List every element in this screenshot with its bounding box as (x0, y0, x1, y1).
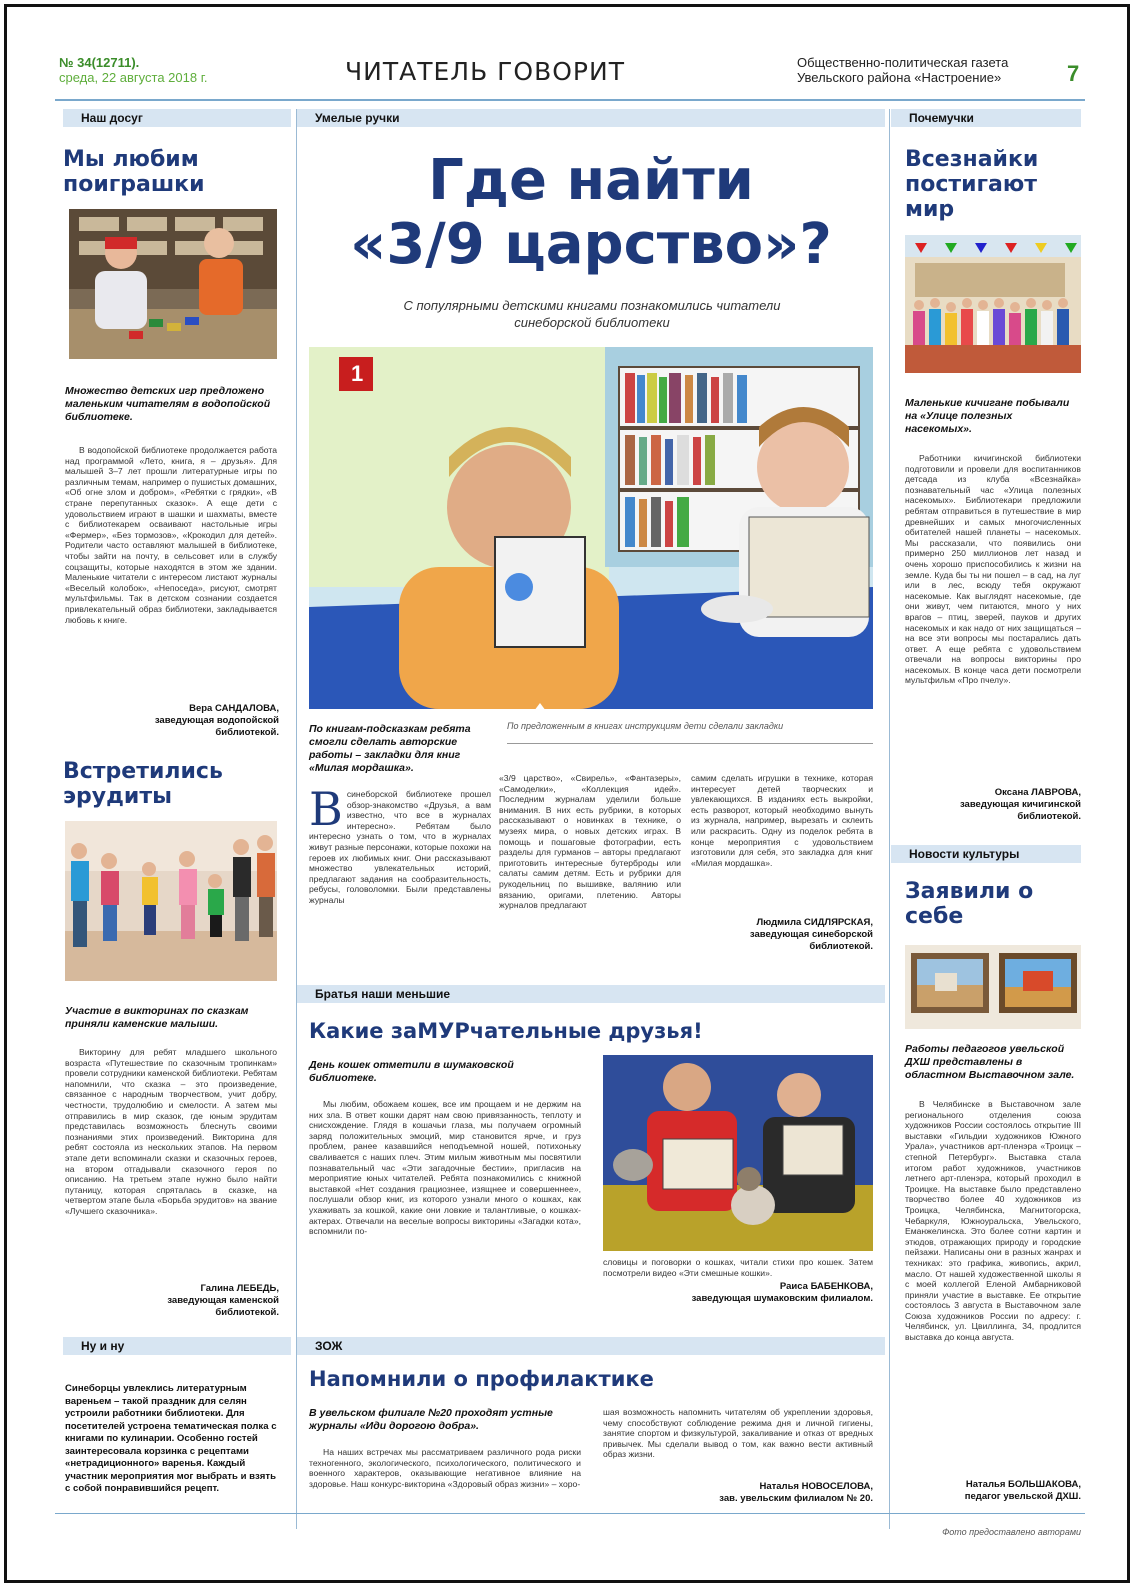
rubric-why: Почемучки (891, 109, 1081, 127)
article-title-knowalls: Всезнайки постигают мир (905, 147, 1039, 222)
article-body-declared (905, 1099, 1081, 1343)
article-text-toys: В водопойской библиотеке продолжается работа над программой «Лето, книга, я – друзья». Для малышей 3–7 лет прошли литературные игры по различным темам, например о пушистых домашних, «Об огне злом и добром», «Ребятки с грядки», «В стране перепутанных сказок». А еще дети с удовольствием играют в шашки и шахматы, вместе с библиотекарем осваивают настольные игры «Фермер», «Без тормозов», «Крокодил для детей». Родители часто оставляют малышей в библиотеке, чтобы зайти на почту, в сельсовет или в службу соцзащиты, которые находятся в этом же здании. Маленькие читатели с интересом листают журналы «Веселый колобок», «Непоседа», рисуют, смотрят мультфильмы. Так в детском сознании создается привлекательный образ библиотеки, закладывается любовь к книге. (65, 445, 277, 625)
author-main: Людмила СИДЛЯРСКАЯ, (756, 917, 873, 928)
paper-name (797, 55, 1008, 85)
signature-prevention (603, 1481, 873, 1505)
article-text-erudites: Викторину для ребят младшего школьного возраста «Путешествие по сказочным тропинкам» провели сотрудники каменской библиотеки. Ребятам напомнили, что сказка – это произведение, связанное с народным творчеством, учит добру, честности, трудолюбию и смелости. А затем мы отправились в мир сказок, где юным эрудитам представилась возможность блеснуть своими познаниями этих произведений. Викторина для ребят состояла из нескольких этапов. На первом этапе дети вспоминали сказки и сказочных героев, на втором отгадывали сказочного героя по описанию. На третьем этапе нужно было найти путаницу, которая спряталась в сказке, на четвертом этапе была «Борьба эрудитов» на звание «Лучшего сказочника». (65, 1047, 277, 1216)
photo-credit: Фото предоставлено авторами (942, 1527, 1081, 1537)
photo-caption: По предложенным в книгах инструкциям дети сделали закладки (507, 721, 784, 731)
article-text-knowalls: Работники кичигинской библиотеки подготовили и провели для воспитанников детсада из клуба «Всезнайка» познавательный час «Улица полезных насекомых». Библиотекари предложили ребятам отправиться в путешествие в мир древнейших и самых многочисленных обитателей нашей планеты – насекомых. Мы рассказали, что появились они примерно 250 миллионов лет назад и очень хорошо приспособились к жизни на земле. Куда бы ты ни пошел – в сад, на луг или в лес, всюду тебя окружают насекомые. Как выглядят насекомые, где они живут, чем питаются, много у них врагов – птиц, зверей, пауков и других насекомых и как надо от них защищаться – на все эти вопросы мы постарались дать ответ. А еще ребята с удовольствием отвечали на вопросы викторины про насекомых. В конце часа дети посмотрели мультфильм «Про пчелу». (905, 453, 1081, 686)
main-article-text1: синеборской библиотеке прошел обзор-знакомство «Друзья, а вам известно, что все в журналах интересно». Ребятам было интересно узнать о том, что в журналах живут разные персонажи, которые похожи на героев их любимых книг. Они рассказывают множество увлекательных историй, предлагают задания на сообразительность, ребусы, головоломки. Были представлены журналы (309, 789, 491, 905)
author-erudites: Галина ЛЕБЕДЬ, (200, 1283, 279, 1294)
footer-rule (55, 1513, 1085, 1514)
column-separator-right (889, 109, 890, 1529)
header-rule (55, 99, 1085, 101)
article-body-toys (65, 445, 277, 625)
rubric-zozh: ЗОЖ (297, 1337, 885, 1355)
author-declared: Наталья БОЛЬШАКОВА, (965, 1479, 1081, 1490)
article-title-prevention: Напомнили о профилактике (309, 1367, 654, 1391)
author-role-cats: заведующая шумаковским филиалом. (691, 1293, 873, 1304)
page-number: 7 (1067, 61, 1080, 86)
signature-knowalls (905, 787, 1081, 823)
author-toys: Вера САНДАЛОВА, (189, 703, 279, 714)
rubric-crafts: Умелые ручки (297, 109, 885, 127)
author-knowalls: Оксана ЛАВРОВА, (994, 787, 1081, 798)
dropcap: В (309, 782, 343, 836)
article-lead-cats: День кошек отметили в шумаковской библиотеке. (309, 1059, 514, 1084)
author-role-prevention: зав. увельским филиалом № 20. (719, 1493, 873, 1504)
signature-declared (905, 1479, 1081, 1503)
signature-main (691, 917, 873, 953)
article-text-declared: В Челябинске в Выставочном зале регионального отделения союза художников России состоялось открытие III выставки «Гильдии художников Южного Урала», участников арт-пленэра «Троицк – степной Петербург». Выставка стала итогом работ художников, участников летнего арт-пленэра, который проходил в Троицке. На выставке было представлено творчество более 40 художников из Троицка, Челябинска, Магнитогорска, Чебаркуля, Южноуральска, Увельского, Еманжелинска. Это более сотни картин и этюдов, отражающих природу и городские пейзажи. Написаны они в разных жанрах и техниках: это графика, живопись, акрил, масло. От нашей художественной школы я с моей коллегой Еленой Амбарниковой приняли участие в выставке. Ее открытие состоялось 3 августа в Выставочном зале Союза художников России по адресу: г. Челябинск, ул. Цвиллинга, 34, продлится выставка до конца августа. (905, 1099, 1081, 1343)
signature-toys (107, 703, 279, 739)
article-body-jam: Синеборцы увлеклись литературным вареньем – такой праздник для селян устроили работники библиотеки. Для посетителей устроена тематическая полка с книгами по кулинарии. Особенно гостей заинтересовала корзинка с рецептами «нетрадиционного» варенья. Каждый участник мероприятия мог выбрать и взять с собой понравившийся рецепт. (65, 1383, 277, 1494)
article-body-cats (309, 1099, 581, 1237)
article-lead-declared: Работы педагогов увельской ДХШ представлены в областном Выставочном зале. (905, 1043, 1075, 1081)
article-lead-prevention: В увельском филиале №20 проходят устные журналы «Иди дорогою добра». (309, 1407, 553, 1432)
signature-erudites (107, 1283, 279, 1319)
author-role-declared: педагог увельской ДХШ. (964, 1491, 1081, 1502)
caption-rule (507, 743, 873, 744)
article-lead-toys: Множество детских игр предложено маленьким читателям в водопойской библиотеке. (65, 385, 271, 423)
photo-paintings (905, 945, 1081, 1029)
author-role-erudites: заведующая каменской библиотекой. (167, 1295, 279, 1318)
main-article-col2: «3/9 царство», «Свирель», «Фантазеры», «Самоделки», «Коллекция идей». Последним журналам уделили больше внимания. В них есть рубрики, в которых рассказывают о новинках в технике, о музеях мира, о новых детских играх. В помощь и пошаговые фотографии, есть разделы для гурманов – авторы предлагают приготовить интересные бутерброды или салаты самим детям. Есть и рубрики для рукодельниц по вышивке, валянию или вязанию, оригами, плетению. Авторы журналов предлагают (499, 773, 681, 911)
author-role-toys: заведующая водопойской библиотекой. (154, 715, 279, 738)
author-role-main: заведующая синеборской библиотекой. (749, 929, 873, 952)
newspaper-page (4, 4, 1130, 1583)
section-title: ЧИТАТЕЛЬ ГОВОРИТ (345, 57, 625, 86)
main-article-col1 (309, 782, 491, 906)
main-article-col3: самим сделать игрушки в технике, которая интересует детей творческих и увлекающихся. В изданиях есть выкройки, есть разворот, который необходимо вынуть из журнала, например, вырезать и склеить или раскрасить. Одну из поделок ребята в конце мероприятия с удовольствием изготовили для себя, это закладка для книг «Милая мордашка». (691, 773, 873, 868)
author-role-knowalls: заведующая кичигинской библиотекой. (959, 799, 1081, 822)
main-subtitle: С популярными детскими книгами познакомились читатели синеборской библиотеки (403, 298, 781, 330)
signature-cats (603, 1281, 873, 1305)
rubric-well: Ну и ну (63, 1337, 291, 1355)
paper-name-line2: Увельского района «Настроение» (797, 70, 1002, 85)
photo-caption-lead: По книгам-подсказкам ребята смогли сделать авторские работы – закладки для книг «Милая мордашка». (309, 723, 471, 774)
article-body-erudites (65, 1047, 277, 1217)
issue-number: № 34(12711). (59, 55, 140, 70)
article-text-prevention-1: На наших встречах мы рассматриваем различного рода риски техногенного, экологического, психологического, политического и военного характеров, оказывающие негативное влияние на здоровье. Наш конкурс-викторина «Здоровый образ жизни» – хоро- (309, 1447, 581, 1489)
photo-children-reading (309, 347, 873, 709)
photo-boys-playing (69, 209, 277, 359)
issue-date: среда, 22 августа 2018 г. (59, 70, 208, 85)
article-body-knowalls (905, 453, 1081, 686)
article-title-toys: Мы любим поиграшки (63, 147, 205, 197)
rubric-brothers: Братья наши меньшие (297, 985, 885, 1003)
photo-caption-pointer (531, 703, 549, 715)
article-body-prevention-2: шая возможность напомнить читателям об укреплении здоровья, чему способствуют соблюдение режима дня и личной гигиены, занятие спортом и физкультурой, закаливание и отказ от вредных привычек. Мы сделали вывод о том, как важно вести активный образ жизни. (603, 1407, 873, 1460)
rubric-leisure: Наш досуг (63, 109, 291, 127)
article-lead-knowalls: Маленькие кичигане побывали на «Улице полезных насекомых». (905, 397, 1070, 435)
paper-name-line1: Общественно-политическая газета (797, 55, 1009, 70)
article-title-erudites: Встретились эрудиты (63, 759, 223, 809)
photo-kindergarten-group (905, 235, 1081, 373)
article-tail-cats: словицы и поговорки о кошках, читали стихи про кошек. Затем посмотрели видео «Эти смешные кошки». (603, 1257, 873, 1278)
photo-children-quiz (65, 821, 277, 981)
main-headline (299, 149, 883, 277)
photo-boys-with-cats (603, 1055, 873, 1251)
headline-line1: Где найти (428, 148, 754, 213)
article-title-declared: Заявили о себе (905, 879, 1034, 929)
rubric-culture: Новости культуры (891, 845, 1081, 863)
article-body-prevention-1 (309, 1447, 581, 1489)
article-text-cats: Мы любим, обожаем кошек, все им прощаем и не держим на них зла. В ответ кошки дарят нам свою привязанность, теплоту и снисхождение. Глядя в кошачьи глаза, мы получаем огромный заряд положительных эмоций, мир становится ярче, и груз проблем, ранее казавшийся неподъемной ношей, потихоньку сваливается с наших плеч. Этим милым животным мы посвятили познавательный час «Эти загадочные бестии», пригласив на мероприятие юных читателей. Ребята познакомились с книжной выставкой «Нет создания грациознее, изящнее и совершеннее», послушали обзор книг, из которого узнали много о кошках, как ухаживать за кошкой, какие они ловкие и талантливые, о кошках-актерах. Отвечали на веселые вопросы викторины «Загадки кота», вспомнили по- (309, 1099, 581, 1237)
article-title-cats: Какие заМУРчательные друзья! (309, 1019, 703, 1043)
author-cats: Раиса БАБЕНКОВА, (779, 1281, 873, 1292)
photo-number: 1 (351, 361, 364, 386)
author-prevention: Наталья НОВОСЕЛОВА, (759, 1481, 873, 1492)
headline-line2: «3/9 царство»? (350, 212, 832, 277)
column-separator-left (296, 109, 297, 1529)
issue-info (59, 55, 207, 85)
article-lead-erudites: Участие в викторинах по сказкам приняли каменские малыши. (65, 1005, 249, 1030)
